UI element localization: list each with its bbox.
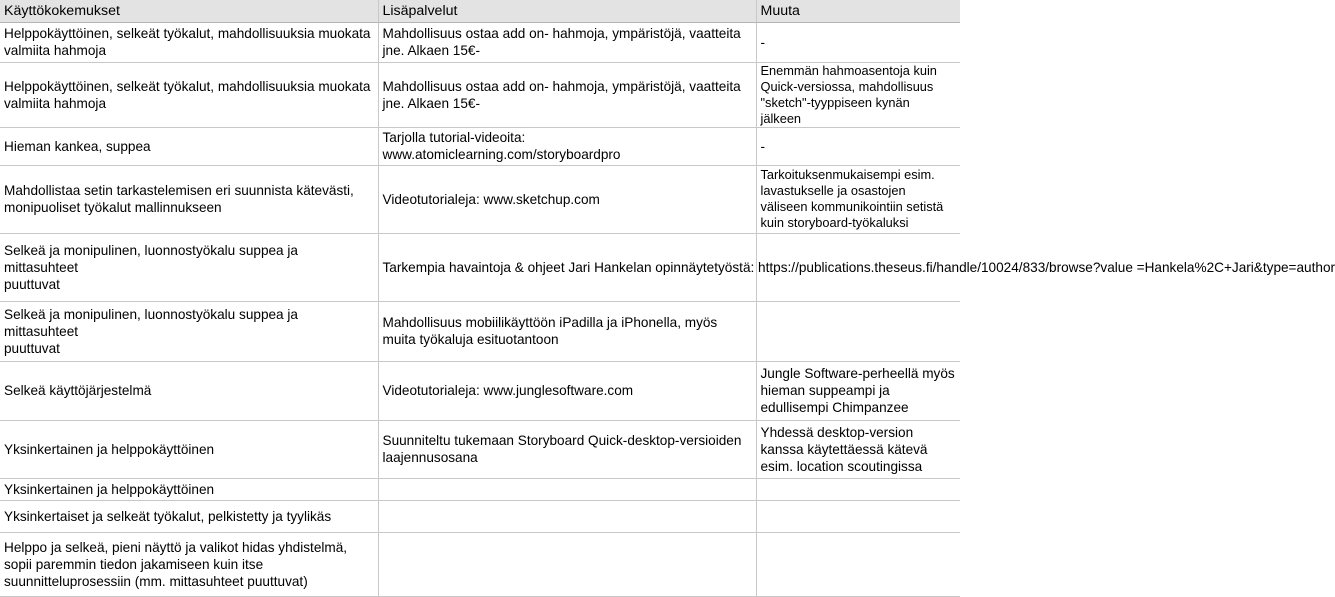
header-cell: Muuta bbox=[756, 0, 960, 22]
addons-cell: Tarjolla tutorial-videoita: www.atomiclearning.com/storyboardpro bbox=[378, 127, 756, 165]
other-cell: Tarkoituksenmukaisempi esim. lavastukselle ja osastojen väliseen kommunikointiin setistä kuin storyboard-työkaluksi bbox=[756, 165, 960, 233]
table-row bbox=[0, 22, 960, 62]
other-cell: - bbox=[756, 22, 960, 62]
usability-cell: Selkeä ja monipulinen, luonnostyökalu suppea ja mittasuhteet puuttuvat bbox=[0, 301, 378, 361]
usability-cell: Helppokäyttöinen, selkeät työkalut, mahdollisuuksia muokata valmiita hahmoja bbox=[0, 62, 378, 127]
table-row bbox=[0, 532, 960, 596]
other-cell: - bbox=[756, 127, 960, 165]
other-cell bbox=[756, 301, 960, 361]
usability-cell: Mahdollistaa setin tarkastelemisen eri suunnista kätevästi, monipuoliset työkalut mallinnukseen bbox=[0, 165, 378, 233]
usability-cell: Yksinkertaiset ja selkeät työkalut, pelkistetty ja tyylikäs bbox=[0, 500, 378, 532]
usability-cell: Yksinkertainen ja helppokäyttöinen bbox=[0, 478, 378, 500]
addons-cell: Mahdollisuus mobiilikäyttöön iPadilla ja iPhonella, myös muita työkaluja esituotantoon bbox=[378, 301, 756, 361]
addons-cell: Mahdollisuus ostaa add on- hahmoja, ympäristöjä, vaatteita jne. Alkaen 15€- bbox=[378, 22, 756, 62]
usability-cell: Selkeä käyttöjärjestelmä bbox=[0, 361, 378, 420]
other-cell bbox=[756, 532, 960, 596]
usability-cell: Helppo ja selkeä, pieni näyttö ja valikot hidas yhdistelmä, sopii paremmin tiedon jakamiseen kuin itse suunnitteluprosessiin (mm. mittasuhteet puuttuvat) bbox=[0, 532, 378, 596]
addons-cell: Tarkempia havaintoja & ohjeet Jari Hankelan opinnäytetyöstä: https://publications.theseus.fi/handle/10024/833/browse?value =Hankela%2C+Jari&type=author bbox=[378, 233, 756, 301]
usability-cell: Yksinkertainen ja helppokäyttöinen bbox=[0, 420, 378, 478]
table-row bbox=[0, 165, 960, 233]
header-row bbox=[0, 0, 960, 22]
usability-cell: Hieman kankea, suppea bbox=[0, 127, 378, 165]
table-row bbox=[0, 127, 960, 165]
other-cell: Yhdessä desktop-version kanssa käytettäessä kätevä esim. location scoutingissa bbox=[756, 420, 960, 478]
table-row bbox=[0, 478, 960, 500]
table-row bbox=[0, 500, 960, 532]
addons-cell: Suunniteltu tukemaan Storyboard Quick-desktop-versioiden laajennusosana bbox=[378, 420, 756, 478]
table-row bbox=[0, 62, 960, 127]
header-cell: Lisäpalvelut bbox=[378, 0, 756, 22]
usability-cell: Helppokäyttöinen, selkeät työkalut, mahdollisuuksia muokata valmiita hahmoja bbox=[0, 22, 378, 62]
table-row bbox=[0, 420, 960, 478]
other-cell bbox=[756, 478, 960, 500]
header-cell: Käyttökokemukset bbox=[0, 0, 378, 22]
table-row bbox=[0, 301, 960, 361]
addons-cell: Videotutorialeja: www.sketchup.com bbox=[378, 165, 756, 233]
addons-cell bbox=[378, 532, 756, 596]
table-row bbox=[0, 361, 960, 420]
other-cell: Jungle Software-perheellä myös hieman suppeampi ja edullisempi Chimpanzee bbox=[756, 361, 960, 420]
addons-cell: Mahdollisuus ostaa add on- hahmoja, ympäristöjä, vaatteita jne. Alkaen 15€- bbox=[378, 62, 756, 127]
other-cell: Enemmän hahmoasentoja kuin Quick-versiossa, mahdollisuus "sketch"-tyyppiseen kynän jälkeen bbox=[756, 62, 960, 127]
other-cell bbox=[756, 500, 960, 532]
table-row bbox=[0, 233, 960, 301]
addons-cell bbox=[378, 500, 756, 532]
addons-cell bbox=[378, 478, 756, 500]
addons-cell: Videotutorialeja: www.junglesoftware.com bbox=[378, 361, 756, 420]
usability-cell: Selkeä ja monipulinen, luonnostyökalu suppea ja mittasuhteet puuttuvat bbox=[0, 233, 378, 301]
